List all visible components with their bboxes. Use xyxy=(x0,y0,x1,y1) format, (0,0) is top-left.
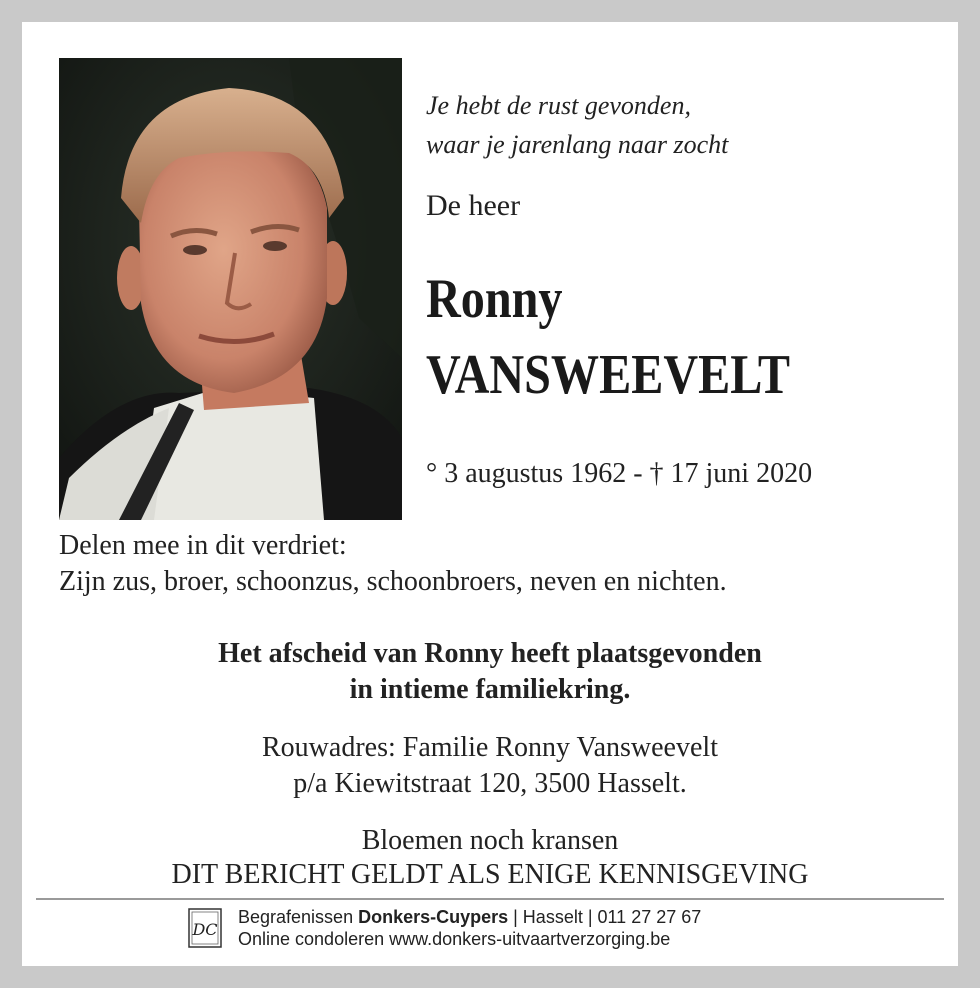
notice-line-1: Bloemen noch kransen xyxy=(361,825,619,856)
life-dates: ° 3 augustus 1962 - † 17 juni 2020 xyxy=(426,458,813,489)
footer-suffix: | Hasselt | 011 27 27 67 xyxy=(508,907,702,927)
funeral-home-logo-icon xyxy=(188,908,222,948)
farewell-line-2: in intieme familiekring. xyxy=(349,674,631,705)
portrait-photo xyxy=(59,58,402,520)
sharing-grief xyxy=(59,528,727,600)
farewell-line-1: Het afscheid van Ronny heeft plaatsgevonden xyxy=(218,638,762,669)
quote-line-1: Je hebt de rust gevonden, xyxy=(426,91,691,120)
notice-block xyxy=(22,824,958,892)
obituary-card xyxy=(22,22,958,966)
footer-prefix: Begrafenissen xyxy=(238,907,359,927)
address-line-1: Rouwadres: Familie Ronny Vansweevelt xyxy=(262,732,718,763)
notice-line-2: DIT BERICHT GELDT ALS ENIGE KENNISGEVING xyxy=(171,859,809,890)
memorial-quote xyxy=(426,86,728,164)
last-name: VANSWEEVELT xyxy=(426,344,791,406)
address-line-2: p/a Kiewitstraat 120, 3500 Hasselt. xyxy=(293,768,687,799)
sharing-family: Zijn zus, broer, schoonzus, schoonbroers, neven en nichten. xyxy=(59,566,727,597)
farewell-notice xyxy=(22,636,958,708)
footer-company: Donkers-Cuypers xyxy=(358,907,509,927)
sharing-intro: Delen mee in dit verdriet: xyxy=(59,530,347,561)
mourning-address xyxy=(22,730,958,802)
quote-line-2: waar je jarenlang naar zocht xyxy=(426,130,729,159)
first-name: Ronny xyxy=(426,268,563,330)
footer-condolence-link: Online condoleren www.donkers-uitvaartverzorging.be xyxy=(238,929,671,949)
footer-text xyxy=(238,906,701,950)
salutation: De heer xyxy=(426,189,521,222)
logo-initials: DC xyxy=(192,920,218,939)
footer-divider xyxy=(36,898,944,900)
